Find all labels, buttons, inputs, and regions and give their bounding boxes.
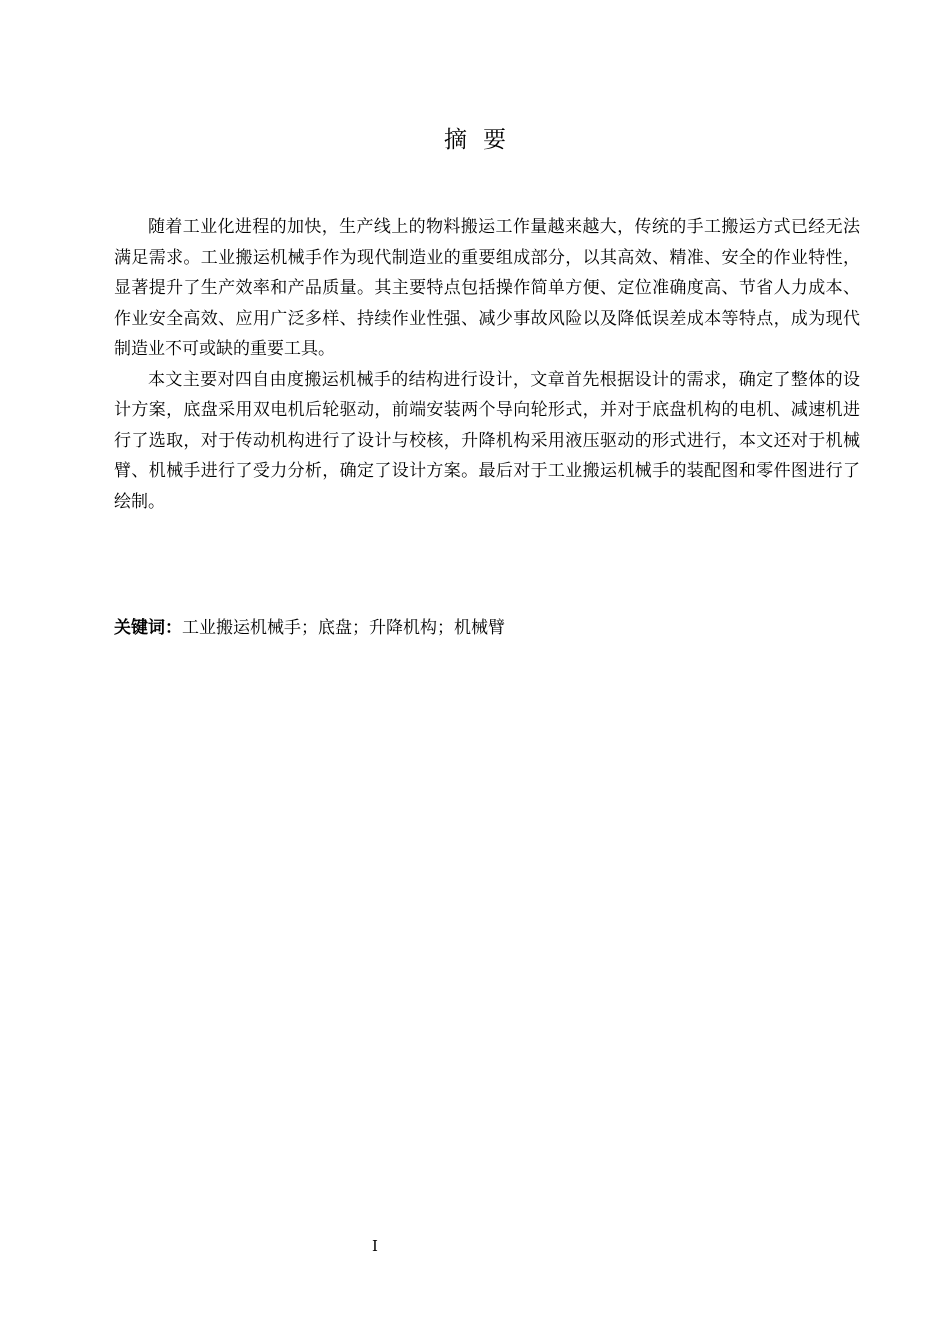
keywords-text: 工业搬运机械手；底盘；升降机构；机械臂 [182,618,505,638]
abstract-paragraph-1: 随着工业化进程的加快，生产线上的物料搬运工作量越来越大，传统的手工搬运方式已经无法满足需求。工业搬运机械手作为现代制造业的重要组成部分，以其高效、精准、安全的作业特性，显著提升了生产效率和产品质量。其主要特点包括操作简单方便、定位准确度高、节省人力成本、作业安全高效、应用广泛多样、持续作业性强、减少事故风险以及降低误差成本等特点，成为现代制造业不可或缺的重要工具。 [114,217,860,359]
abstract-paragraph-2: 本文主要对四自由度搬运机械手的结构进行设计，文章首先根据设计的需求，确定了整体的设计方案，底盘采用双电机后轮驱动，前端安装两个导向轮形式，并对于底盘机构的电机、减速机进行了选取，对于传动机构进行了设计与校核，升降机构采用液压驱动的形式进行，本文还对于机械臂、机械手进行了受力分析，确定了设计方案。最后对于工业搬运机械手的装配图和零件图进行了绘制。 [114,369,860,512]
keywords-label: 关键词： [114,618,182,638]
page-number: I [372,1237,378,1255]
keywords-line [114,613,860,643]
abstract-body [114,212,860,517]
abstract-title: 摘要 [444,127,522,153]
